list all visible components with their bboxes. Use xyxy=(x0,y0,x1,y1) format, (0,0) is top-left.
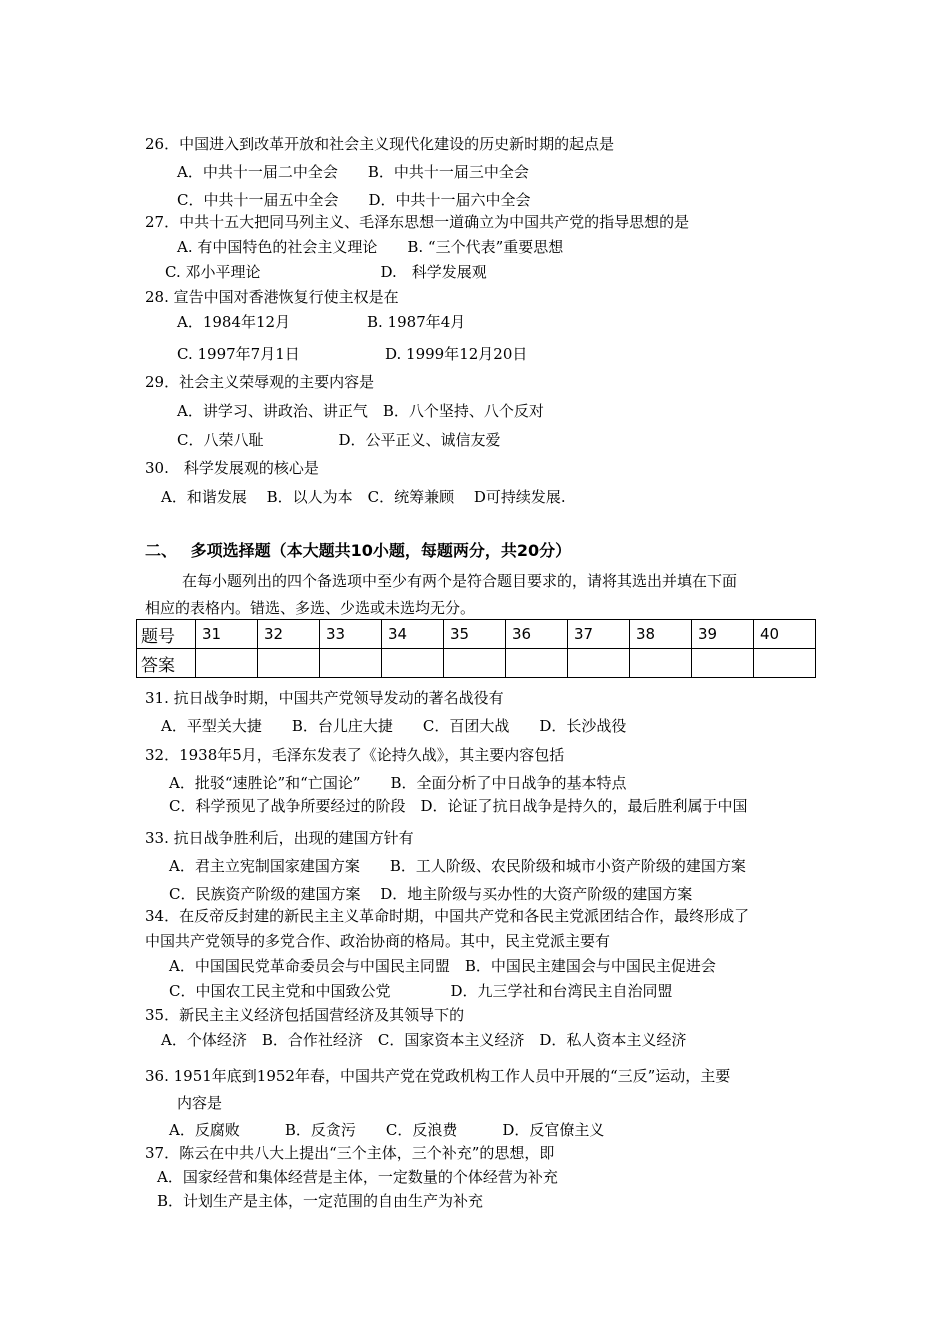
q34-options-ab: A．中国国民党革命委员会与中国民主同盟 B．中国民主建国会与中国民主促进会 xyxy=(169,957,716,975)
table-cell-number: 37 xyxy=(568,620,630,649)
q35-options: A．个体经济 B．合作社经济 C．国家资本主义经济 D．私人资本主义经济 xyxy=(161,1031,687,1049)
section-instruction-line2: 相应的表格内。错选、多选、少选或未选均无分。 xyxy=(145,599,476,617)
q33-options-ab: A．君主立宪制国家建国方案 B．工人阶级、农民阶级和城市小资产阶级的建国方案 xyxy=(169,857,746,875)
answer-cell[interactable] xyxy=(196,649,258,678)
q29-stem: 29．社会主义荣辱观的主要内容是 xyxy=(145,373,375,391)
table-header-answer: 答案 xyxy=(137,649,196,678)
q28-stem: 28. 宣告中国对香港恢复行使主权是在 xyxy=(145,288,399,306)
q27-stem: 27．中共十五大把同马列主义、毛泽东思想一道确立为中国共产党的指导思想的是 xyxy=(145,213,690,231)
q33-stem: 33. 抗日战争胜利后，出现的建国方针有 xyxy=(145,829,414,847)
q31-options: A．平型关大捷 B．台儿庄大捷 C．百团大战 D．长沙战役 xyxy=(161,717,627,735)
q28-option-a: A．1984年12月 xyxy=(177,313,291,331)
answer-cell[interactable] xyxy=(382,649,444,678)
answer-cell[interactable] xyxy=(320,649,382,678)
table-cell-number: 31 xyxy=(196,620,258,649)
answer-table-number-row xyxy=(137,620,816,649)
answer-cell[interactable] xyxy=(258,649,320,678)
q32-options-cd: C．科学预见了战争所要经过的阶段 D．论证了抗日战争是持久的，最后胜利属于中国 xyxy=(169,797,748,815)
q26-options-ab: A．中共十一届二中全会 B．中共十一届三中全会 xyxy=(177,163,529,181)
q35-stem: 35．新民主主义经济包括国营经济及其领导下的 xyxy=(145,1006,465,1024)
table-cell-number: 34 xyxy=(382,620,444,649)
q27-options-ab: A. 有中国特色的社会主义理论 B. “三个代表”重要思想 xyxy=(177,238,564,256)
table-cell-number: 40 xyxy=(754,620,816,649)
q26-options-cd: C．中共十一届五中全会 D．中共十一届六中全会 xyxy=(177,191,531,209)
q30-stem: 30. 科学发展观的核心是 xyxy=(145,459,319,477)
q32-stem: 32．1938年5月，毛泽东发表了《论持久战》，其主要内容包括 xyxy=(145,746,565,764)
table-cell-number: 39 xyxy=(692,620,754,649)
q34-stem: 34．在反帝反封建的新民主主义革命时期，中国共产党和各民主党派团结合作，最终形成了 xyxy=(145,907,750,925)
table-cell-number: 33 xyxy=(320,620,382,649)
q37-option-a: A．国家经营和集体经营是主体，一定数量的个体经营为补充 xyxy=(157,1168,558,1186)
answer-cell[interactable] xyxy=(692,649,754,678)
q28-option-c: C. 1997年7月1日 xyxy=(177,345,300,363)
q31-stem: 31. 抗日战争时期，中国共产党领导发动的著名战役有 xyxy=(145,689,504,707)
q34-stem-cont: 中国共产党领导的多党合作、政治协商的格局。其中，民主党派主要有 xyxy=(145,932,611,950)
q26-stem: 26．中国进入到改革开放和社会主义现代化建设的历史新时期的起点是 xyxy=(145,135,615,153)
q34-options-cd: C．中国农工民主党和中国致公党 D．九三学社和台湾民主自治同盟 xyxy=(169,982,673,1000)
q28-option-d: D. 1999年12月20日 xyxy=(385,345,528,363)
q29-options-cd: C．八荣八耻 D．公平正义、诚信友爱 xyxy=(177,431,501,449)
table-cell-number: 36 xyxy=(506,620,568,649)
answer-cell[interactable] xyxy=(506,649,568,678)
answer-cell[interactable] xyxy=(754,649,816,678)
q37-option-b: B．计划生产是主体，一定范围的自由生产为补充 xyxy=(157,1192,484,1210)
answer-cell[interactable] xyxy=(568,649,630,678)
q30-options: A．和谐发展 B．以人为本 C．统筹兼顾 D可持续发展. xyxy=(161,488,566,506)
q37-stem: 37．陈云在中共八大上提出“三个主体，三个补充”的思想，即 xyxy=(145,1144,555,1162)
answer-cell[interactable] xyxy=(444,649,506,678)
table-cell-number: 35 xyxy=(444,620,506,649)
table-cell-number: 38 xyxy=(630,620,692,649)
table-cell-number: 32 xyxy=(258,620,320,649)
section-heading: 二、 多项选择题（本大题共10小题，每题两分，共20分） xyxy=(145,541,572,560)
section-instruction-line1: 在每小题列出的四个备选项中至少有两个是符合题目要求的，请将其选出并填在下面 xyxy=(182,572,738,590)
q29-options-ab: A．讲学习、讲政治、讲正气 B．八个坚持、八个反对 xyxy=(177,402,544,420)
q32-options-ab: A．批驳“速胜论”和“亡国论” B．全面分析了中日战争的基本特点 xyxy=(169,774,627,792)
table-header-number: 题号 xyxy=(137,620,196,649)
q36-options: A．反腐败 B．反贪污 C．反浪费 D．反官僚主义 xyxy=(169,1121,605,1139)
q27-options-cd: C. 邓小平理论 D. 科学发展观 xyxy=(165,263,487,281)
answer-table xyxy=(136,619,816,678)
answer-table-answer-row xyxy=(137,649,816,678)
q28-option-b: B. 1987年4月 xyxy=(367,313,466,331)
answer-cell[interactable] xyxy=(630,649,692,678)
q36-stem: 36. 1951年底到1952年春，中国共产党在党政机构工作人员中开展的“三反”运动，主要 xyxy=(145,1067,731,1085)
q33-options-cd: C．民族资产阶级的建国方案 D．地主阶级与买办性的大资产阶级的建国方案 xyxy=(169,885,693,903)
q36-stem-cont: 内容是 xyxy=(177,1094,223,1112)
